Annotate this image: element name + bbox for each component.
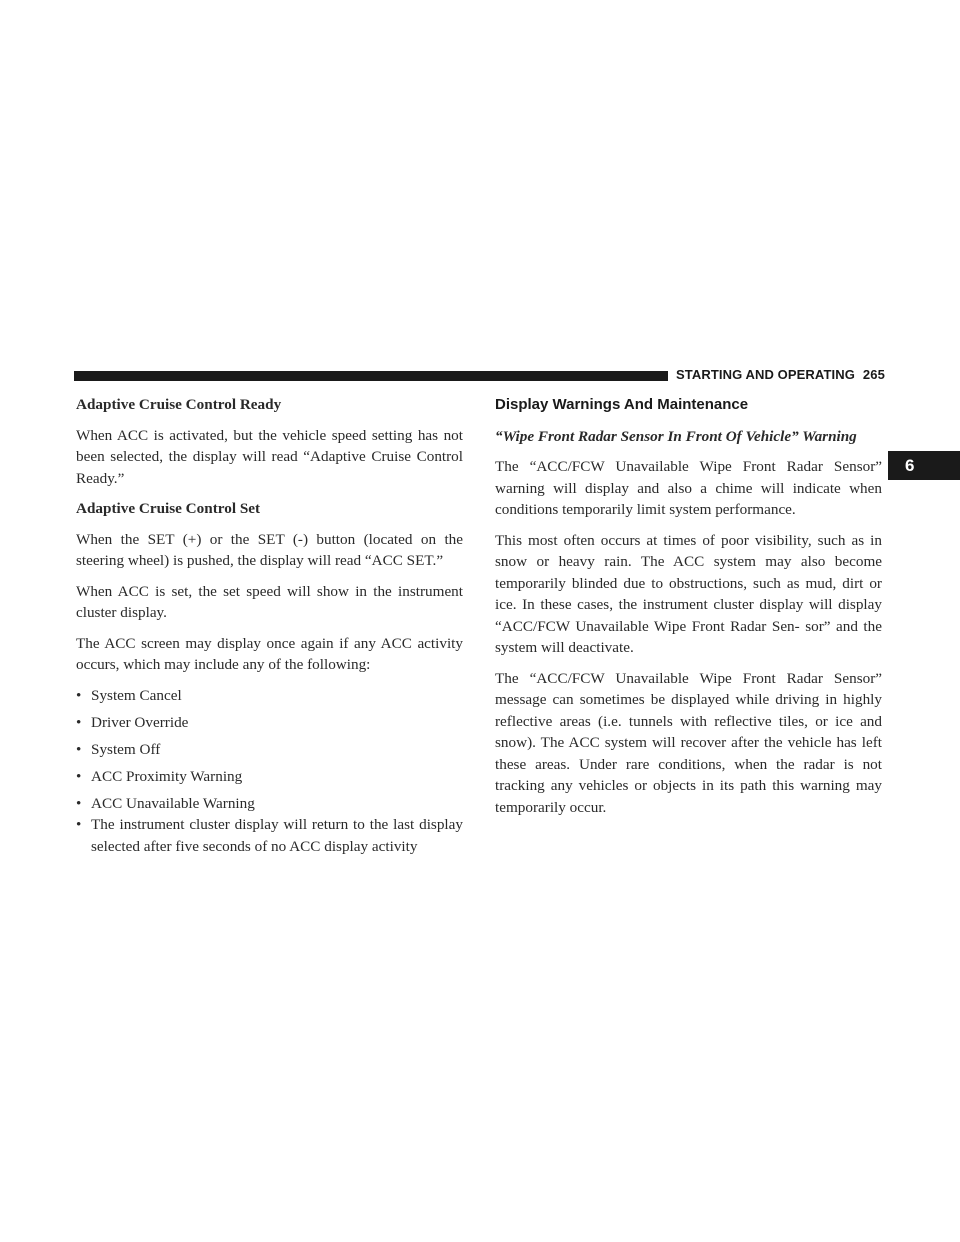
paragraph-acc-set-speed: When ACC is set, the set speed will show in the instrument cluster display. <box>76 582 463 621</box>
page-number: 265 <box>862 367 885 382</box>
heading-acc-ready: Adaptive Cruise Control Ready <box>76 396 282 413</box>
list-item: • ACC Proximity Warning <box>76 766 463 788</box>
paragraph-poor-visibility: This most often occurs at times of poor visibility, such as in snow or heavy rain. The ACC system may also become temporarily blinded due to obstructions, such as mud, dirt or ice. In these cases, the instrument cluster display will display “ACC/FCW Unavailable Wipe Front Radar Sen- sor” and the system will deactivate. <box>495 531 882 656</box>
subheading-wipe-sensor: “Wipe Front Radar Sensor In Front Of Vehicle” Warning <box>495 427 857 445</box>
paragraph-reflective-areas: The “ACC/FCW Unavailable Wipe Front Radar Sensor” message can sometimes be displayed while driving in highly reflective areas (i.e. tunnels with reflective tiles, or ice and snow). The ACC system will recover after the vehicle has left these areas. Under rare conditions, when the radar is not tracking any vehicles or objects in its path this warning may temporarily occur. <box>495 669 882 816</box>
paragraph-acc-screen: The ACC screen may display once again if any ACC activity occurs, which may include any of the following: <box>76 634 463 673</box>
paragraph-acc-ready: When ACC is activated, but the vehicle speed setting has not been selected, the display will read “Adaptive Cruise Control Ready.” <box>76 426 463 487</box>
list-item: • Driver Override <box>76 712 463 734</box>
right-column <box>495 394 882 827</box>
section-title: STARTING AND OPERATING <box>676 367 855 382</box>
heading-acc-set: Adaptive Cruise Control Set <box>76 500 261 517</box>
header-rule <box>74 371 668 381</box>
acc-activity-list <box>76 685 463 858</box>
chapter-tab: 6 <box>888 451 960 480</box>
paragraph-acc-set-button: When the SET (+) or the SET (-) button (located on the steering wheel) is pushed, the display will read “ACC SET.” <box>76 530 463 569</box>
paragraph-warning-display: The “ACC/FCW Unavailable Wipe Front Radar Sensor” warning will display and also a chime will indicate when conditions temporarily limit system performance. <box>495 458 882 518</box>
list-item: • System Cancel <box>76 685 463 707</box>
running-header <box>676 367 885 382</box>
left-column <box>76 394 463 863</box>
list-item: • ACC Unavailable Warning <box>76 793 463 815</box>
list-item: • System Off <box>76 739 463 761</box>
section-heading: Display Warnings And Maintenance <box>495 396 749 413</box>
list-item: • The instrument cluster display will return to the last display selected after five seconds of no ACC display activity <box>76 814 463 857</box>
